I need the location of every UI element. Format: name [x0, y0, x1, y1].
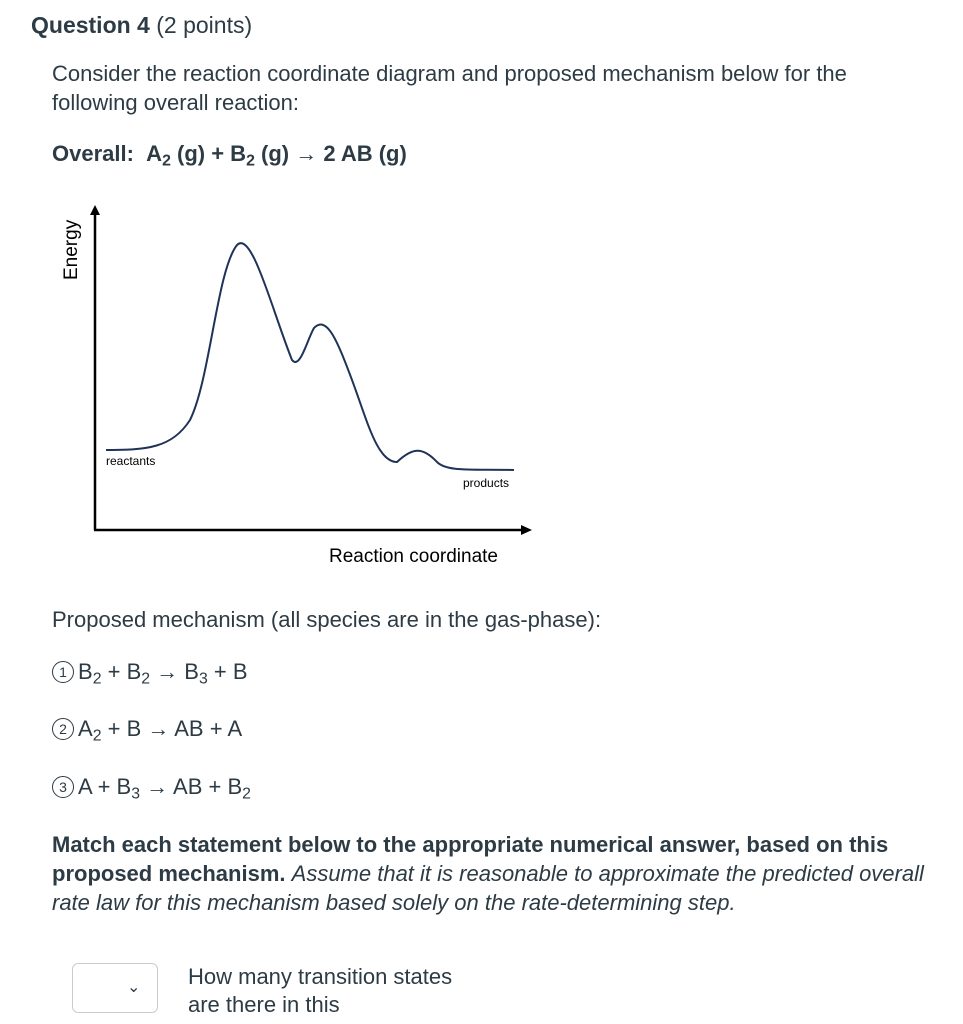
question-title — [31, 12, 252, 39]
step2-sub: 2 — [92, 727, 102, 745]
step-number-3: 3 — [52, 776, 74, 798]
mechanism-step-3 — [52, 774, 251, 803]
step1-part: B — [78, 659, 93, 684]
overall-a2: A — [146, 141, 163, 166]
step1-sub: 3 — [198, 670, 208, 688]
step-number-2: 2 — [52, 718, 74, 740]
step3-part: A + B — [78, 774, 132, 799]
step3-sub: 3 — [131, 785, 141, 803]
energy-curve — [106, 243, 514, 470]
instructions-bold: Match each statement below to the appropriate numerical answer, based on this proposed mechanism. — [52, 832, 889, 886]
step1-sub: 2 — [92, 670, 102, 688]
overall-part-g1: (g) + B — [177, 141, 247, 166]
step1-part: + B — [207, 659, 248, 684]
overall-label: Overall: — [52, 141, 134, 166]
match-statement: How many transition states are there in this — [188, 964, 453, 1017]
chevron-down-icon: ⌄ — [127, 979, 141, 996]
y-axis-arrow — [90, 205, 100, 215]
instructions — [52, 830, 932, 917]
mechanism-step-1 — [52, 659, 248, 688]
overall-reaction — [52, 139, 407, 168]
step1-part: + B — [101, 659, 142, 684]
mechanism-step-2 — [52, 716, 243, 745]
reactants-label: reactants — [106, 454, 156, 468]
mechanism-title: Proposed mechanism (all species are in the gas-phase): — [52, 607, 602, 632]
step1-part: → B — [150, 659, 199, 684]
overall-part-rest: (g) → 2 AB (g) — [261, 141, 407, 166]
instructions-italic: Assume that it is reasonable to approximate the predicted overall rate law for this mechanism based solely on the rate-determining step. — [52, 861, 924, 915]
overall-a2-sub: 2 — [162, 152, 171, 170]
question-label: Question 4 — [31, 12, 150, 38]
x-axis-label: Reaction coordinate — [329, 546, 498, 567]
y-axis-label: Energy — [61, 219, 82, 280]
step3-sub: 2 — [242, 785, 251, 803]
step3-part: → AB + B — [140, 774, 243, 799]
x-axis-arrow — [521, 525, 532, 535]
step2-part: + B → AB + A — [101, 716, 243, 741]
intro-text: Consider the reaction coordinate diagram and proposed mechanism below for the following overall reaction: — [52, 61, 847, 115]
products-label: products — [463, 476, 510, 490]
question-points: (2 points) — [156, 12, 253, 38]
overall-b2-sub: 2 — [246, 152, 255, 170]
answer-dropdown[interactable] — [72, 963, 158, 1013]
reaction-coordinate-diagram — [52, 200, 552, 580]
step2-part: A — [78, 716, 93, 741]
step1-sub: 2 — [141, 670, 151, 688]
step-number-1: 1 — [52, 661, 74, 683]
